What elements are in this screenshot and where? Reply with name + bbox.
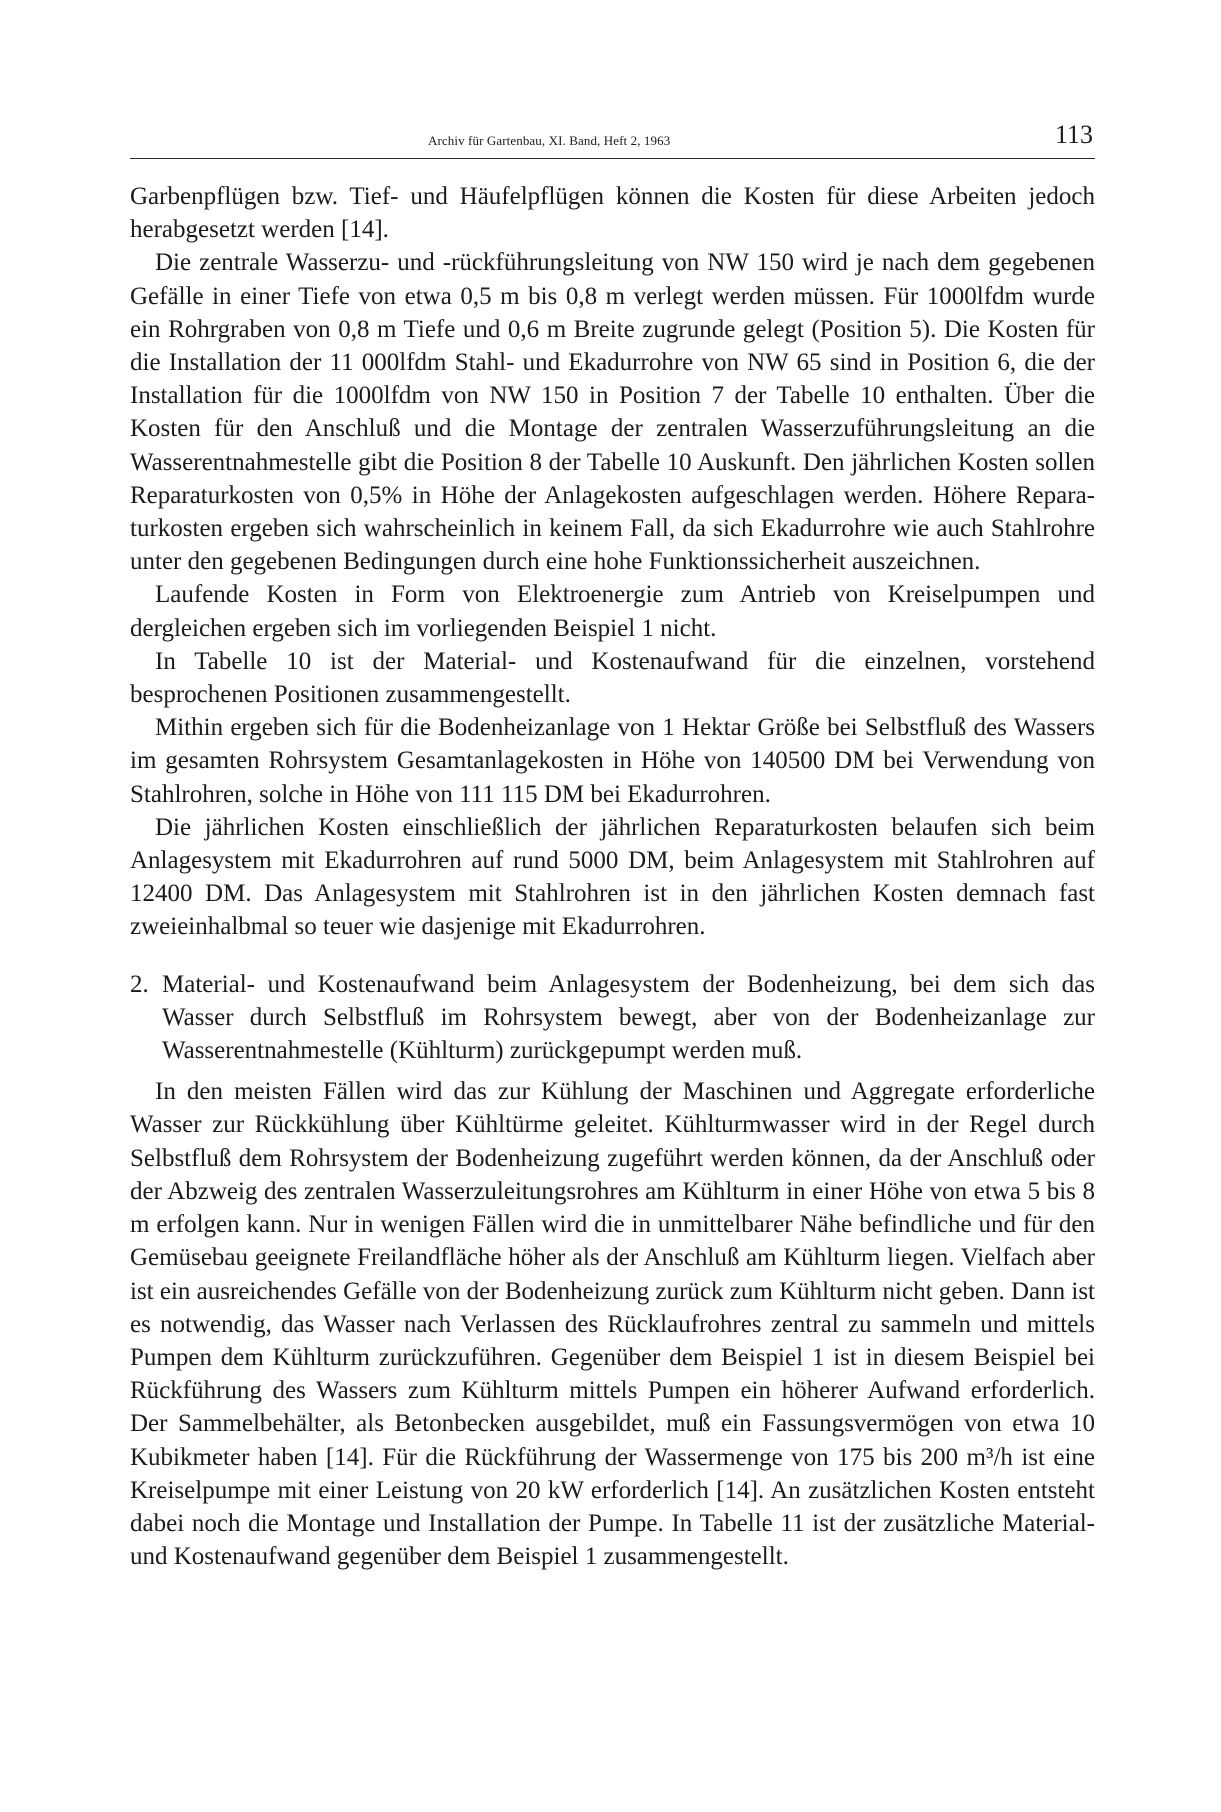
journal-citation: Archiv für Gartenbau, XI. Band, Heft 2, 1963 [428, 133, 671, 148]
paragraph-total-costs: Mithin ergeben sich für die Bodenheizanlage von 1 Hektar Größe bei Selbstfluß des Wassers im gesamten Rohrsystem Gesamtanlagekosten in Höhe von 140500 DM bei Verwendung von Stahlrohren, solche in Höhe von 111 115 DM bei Ekadurrohren. [130, 714, 1095, 808]
section-number: 2. [130, 970, 149, 998]
section-heading [130, 968, 1095, 1068]
section-title: Material- und Kostenaufwand beim Anlagesystem der Bodenheizung, bei dem sich das Wasser durch Selbstfluß im Rohrsystem bewegt, aber von der Bodenheizanlage zur Wasserentnahmestelle (Kühlturm) zurückgepumpt werden muß. [162, 970, 1095, 1065]
paragraph-continuation: Garbenpflügen bzw. Tief- und Häufelpflügen können die Kosten für diese Arbeiten jedoch herabgesetzt werden [14]. [130, 183, 1095, 244]
paragraph-water-pipe: Die zentrale Wasserzu- und -rückführungsleitung von NW 150 wird je nach dem gegebenen Gefälle in einer Tiefe von etwa 0,5 m bis 0,8 m verlegt werden müssen. Für 1000lfdm wurde ein Rohrgraben von 0,8 m Tiefe und 0,6 m Breite zugrunde gelegt (Position 5). Die Kosten für die Installation der 11 000lfdm Stahl- und Ekadurrohre von NW 65 sind in Position 6, die der Installation für die 1000lfdm von NW 150 in Position 7 der Tabelle 10 enthalten. Über die Kosten für den Anschluß und die Montage der zentralen Wasserzuführungsleitung an die Wasserentnahmestelle gibt die Position 8 der Tabelle 10 Auskunft. Den jährlichen Kosten sollen Reparaturkosten von 0,5% in Höhe der Anlagekosten aufgeschlagen werden. Höhere Reparaturkosten ergeben sich wahrscheinlich in keinem Fall, da sich Ekadurrohre wie auch Stahlrohre unter den gegebenen Bedingungen durch eine hohe Funktionssicherheit auszeichnen. [130, 249, 1095, 576]
body-text [130, 180, 1095, 1573]
paragraph-cooling-tower: In den meisten Fällen wird das zur Kühlung der Maschinen und Aggregate erforderliche Wasser zur Rückkühlung über Kühltürme geleitet. Kühlturmwasser wird in der Regel durch Selbstfluß dem Rohrsystem der Bodenheizung zugeführt werden können, da der Anschluß oder der Abzweig des zentralen Wasserzuleitungsrohres am Kühlturm in einer Höhe von etwa 5 bis 8 m erfolgen kann. Nur in wenigen Fällen wird die in unmittelbarer Nähe befindliche und für den Gemüsebau geeignete Freilandfläche höher als der Anschluß am Kühlturm liegen. Vielfach aber ist ein ausreichendes Gefälle von der Bodenheizung zurück zum Kühlturm nicht geben. Dann ist es notwendig, das Wasser nach Verlassen des Rücklaufrohres zentral zu sammeln und mittels Pumpen dem Kühlturm zurückzuführen. Gegenüber dem Beispiel 1 ist in diesem Beispiel bei Rückführung des Wassers zum Kühlturm mittels Pumpen ein höherer Aufwand erforderlich. Der Sammelbehälter, als Betonbecken ausgebildet, muß ein Fassungsvermögen von etwa 10 Kubikmeter haben [14]. Für die Rückführung der Wassermenge von 175 bis 200 m³/h ist eine Kreiselpumpe mit einer Leistung von 20 kW erforderlich [14]. An zusätzlichen Kosten entsteht dabei noch die Montage und Installation der Pumpe. In Tabelle 11 ist der zusätzliche Material- und Kostenaufwand gegenüber dem Beispiel 1 zusammengestellt. [130, 1078, 1095, 1571]
paragraph-table-reference: In Tabelle 10 ist der Material- und Kostenaufwand für die einzelnen, vorstehend besprochenen Positionen zusammengestellt. [130, 647, 1095, 709]
paragraph-annual-costs: Die jährlichen Kosten einschließlich der jährlichen Reparaturkosten belaufen sich beim Anlagesystem mit Ekadurrohren auf rund 5000 DM, beim Anlagesystem mit Stahlrohren auf 12400 DM. Das Anlagesystem mit Stahlrohren ist in den jährlichen Kosten demnach fast zweieinhalbmal so teuer wie dasjenige mit Ekadurrohren. [130, 813, 1095, 941]
paragraph-running-costs: Laufende Kosten in Form von Elektroenergie zum Antrieb von Kreiselpumpen und dergleichen ergeben sich im vorliegenden Beispiel 1 nicht. [130, 581, 1095, 642]
running-header [130, 118, 1095, 159]
page-number: 113 [1054, 120, 1093, 149]
